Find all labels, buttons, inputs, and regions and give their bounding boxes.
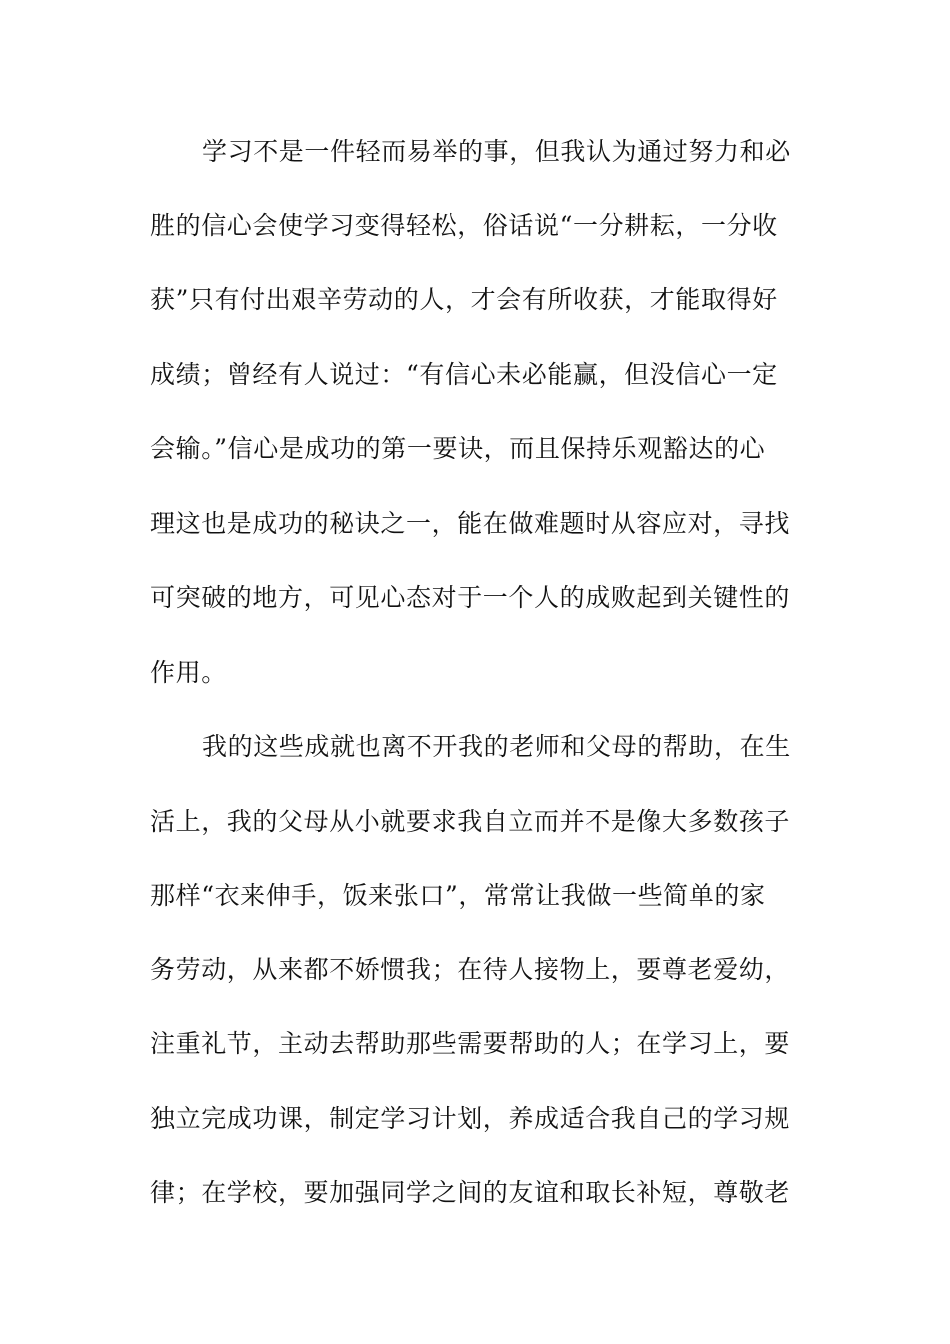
paragraph-1-line-1: 学习不是一件轻而易举的事，但我认为通过努力和必	[202, 137, 791, 166]
paragraph-2-line-6: 独立完成功课，制定学习计划，养成适合我自己的学习规	[150, 1104, 791, 1133]
paragraph-1-line-7: 可突破的地方，可见心态对于一个人的成败起到关键性的	[150, 583, 791, 612]
paragraph-1-line-8: 作用。	[150, 658, 227, 687]
paragraph-2-line-5: 注重礼节，主动去帮助那些需要帮助的人；在学习上，要	[150, 1029, 791, 1058]
paragraph-2-line-3: 那样“衣来伸手，饭来张口”，常常让我做一些简单的家	[150, 881, 766, 910]
paragraph-2-line-2: 活上，我的父母从小就要求我自立而并不是像大多数孩子	[150, 807, 791, 836]
paragraph-1-line-6: 理这也是成功的秘诀之一，能在做难题时从容应对，寻找	[150, 509, 791, 538]
paragraph-1-line-2: 胜的信心会使学习变得轻松，俗话说“一分耕耘，一分收	[150, 211, 778, 240]
paragraph-2-line-1: 我的这些成就也离不开我的老师和父母的帮助，在生	[202, 732, 791, 761]
paragraph-2-line-4: 务劳动，从来都不娇惯我；在待人接物上，要尊老爱幼，	[150, 955, 791, 984]
paragraph-2-line-7: 律；在学校，要加强同学之间的友谊和取长补短，尊敬老	[150, 1178, 791, 1207]
paragraph-1-line-3: 获”只有付出艰辛劳动的人，才会有所收获，才能取得好	[150, 285, 778, 314]
paragraph-1-line-5: 会输。”信心是成功的第一要诀，而且保持乐观豁达的心	[150, 434, 766, 463]
paragraph-1-line-4: 成绩；曾经有人说过：“有信心未必能赢，但没信心一定	[150, 360, 778, 389]
